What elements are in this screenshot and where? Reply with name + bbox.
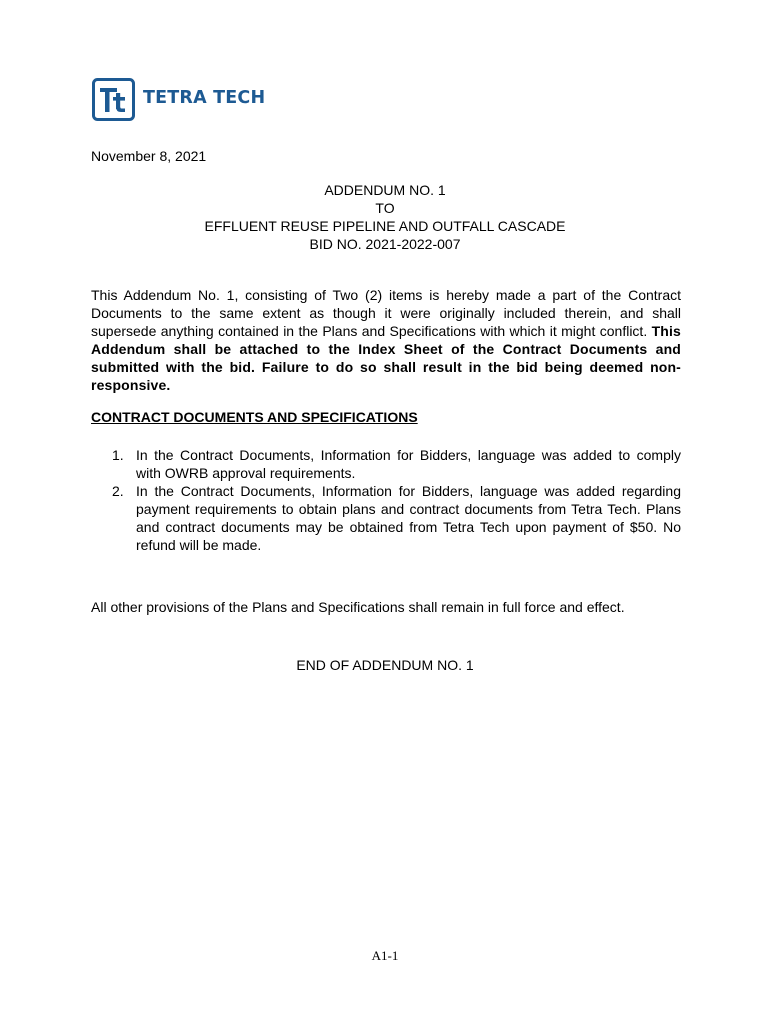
list-item — [112, 446, 681, 482]
intro-text: This Addendum No. 1, consisting of Two (2) items is hereby made a part of the Contract Documents to the same extent as though it were originally included therein, and shall supersede anything contained in the Plans and Specifications with which it might conflict. — [91, 287, 681, 339]
section-title: CONTRACT DOCUMENTS AND SPECIFICATIONS — [91, 409, 418, 425]
list-item — [112, 482, 681, 554]
intro-paragraph — [91, 286, 681, 394]
addendum-title: ADDENDUM NO. 1 — [324, 182, 446, 198]
bid-number: BID NO. 2021-2022-007 — [309, 236, 461, 252]
heading-to: TO — [375, 200, 395, 216]
intro-bold-text: This Addendum shall be attached to the Index Sheet of the Contract Documents and submitted with the bid. Failure to do so shall result in the bid being deemed non-responsive. — [91, 323, 681, 393]
tetra-tech-logo-icon — [92, 78, 135, 121]
list-item-number: 2. — [112, 483, 124, 499]
items-list — [112, 446, 681, 554]
company-logo — [92, 78, 265, 121]
list-item-number: 1. — [112, 447, 124, 463]
closing-statement: All other provisions of the Plans and Specifications shall remain in full force and effect. — [91, 599, 625, 615]
document-date: November 8, 2021 — [91, 148, 207, 164]
list-item-text: In the Contract Documents, Information for Bidders, language was added regarding payment requirements to obtain plans and contract documents from Tetra Tech. Plans and contract documents may be obtained from Tetra Tech upon payment of $50. No refund will be made. — [136, 483, 681, 553]
end-of-addendum: END OF ADDENDUM NO. 1 — [296, 657, 474, 673]
list-item-text: In the Contract Documents, Information for Bidders, language was added to comply with OWRB approval requirements. — [136, 447, 681, 481]
logo-wordmark: TETRA TECH — [143, 87, 266, 108]
page-number: A1-1 — [371, 948, 399, 963]
project-name: EFFLUENT REUSE PIPELINE AND OUTFALL CASCADE — [204, 218, 566, 234]
